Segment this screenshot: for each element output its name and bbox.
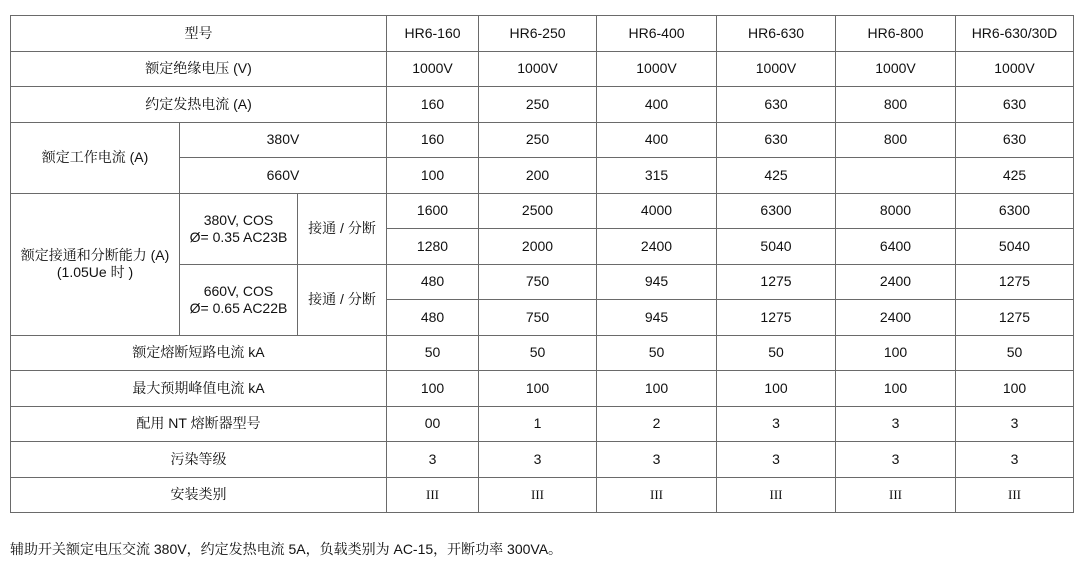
value-cell: 100 [836, 335, 956, 371]
value-cell: 630 [956, 122, 1074, 158]
value-cell: 3 [717, 442, 836, 478]
value-cell: 1600 [387, 193, 479, 229]
value-cell: 3 [479, 442, 597, 478]
value-cell: III [717, 477, 836, 513]
row-label: 额定熔断短路电流 kA [11, 335, 387, 371]
value-cell: 6300 [956, 193, 1074, 229]
row-label: 额定工作电流 (A) [11, 122, 180, 193]
value-cell: 1280 [387, 229, 479, 265]
condition-line2: Ø= 0.35 AC23B [189, 228, 288, 245]
value-cell: 1000V [956, 51, 1074, 87]
value-cell: 1275 [717, 264, 836, 300]
model-cell: HR6-160 [387, 16, 479, 52]
value-cell: 2500 [479, 193, 597, 229]
value-cell: 1275 [956, 264, 1074, 300]
value-cell: III [479, 477, 597, 513]
value-cell: 3 [836, 406, 956, 442]
fuse-type-row [11, 406, 1074, 442]
value-cell: 3 [387, 442, 479, 478]
mode-cell: 接通 / 分断 [298, 264, 387, 335]
condition-line2: Ø= 0.65 AC22B [189, 299, 288, 316]
value-cell: 1000V [479, 51, 597, 87]
value-cell: 6300 [717, 193, 836, 229]
value-cell: 2400 [836, 300, 956, 336]
value-cell [836, 158, 956, 194]
value-cell: 5040 [717, 229, 836, 265]
value-cell: 2400 [836, 264, 956, 300]
value-cell: 50 [717, 335, 836, 371]
model-cell: HR6-250 [479, 16, 597, 52]
header-row [11, 16, 1074, 52]
model-cell: HR6-400 [597, 16, 717, 52]
value-cell: 3 [956, 406, 1074, 442]
value-cell: 50 [956, 335, 1074, 371]
value-cell: 1000V [597, 51, 717, 87]
value-cell: 1000V [387, 51, 479, 87]
value-cell: 160 [387, 87, 479, 123]
value-cell: 00 [387, 406, 479, 442]
value-cell: 750 [479, 264, 597, 300]
value-cell: 5040 [956, 229, 1074, 265]
value-cell: 2000 [479, 229, 597, 265]
insulation-row [11, 51, 1074, 87]
value-cell: 250 [479, 122, 597, 158]
fuse-short-row [11, 335, 1074, 371]
value-cell: 425 [717, 158, 836, 194]
value-cell: 630 [717, 122, 836, 158]
value-cell: 250 [479, 87, 597, 123]
value-cell: 3 [597, 442, 717, 478]
model-cell: HR6-630/30D [956, 16, 1074, 52]
peak-row [11, 371, 1074, 407]
condition-line1: 660V, COS [203, 282, 274, 299]
value-cell: 100 [387, 158, 479, 194]
row-label: 约定发热电流 (A) [11, 87, 387, 123]
value-cell: 3 [956, 442, 1074, 478]
value-cell: 480 [387, 300, 479, 336]
value-cell: 945 [597, 264, 717, 300]
value-cell: 630 [956, 87, 1074, 123]
value-cell: III [597, 477, 717, 513]
value-cell: 100 [387, 371, 479, 407]
row-label: 额定绝缘电压 (V) [11, 51, 387, 87]
value-cell: 750 [479, 300, 597, 336]
value-cell: 3 [717, 406, 836, 442]
mode-cell: 接通 / 分断 [298, 193, 387, 264]
install-row [11, 477, 1074, 513]
row-label [11, 193, 180, 335]
value-cell: 315 [597, 158, 717, 194]
breaking-label-line1: 额定接通和分断能力 (A) [20, 247, 170, 263]
value-cell: 1000V [717, 51, 836, 87]
thermal-row [11, 87, 1074, 123]
voltage-cell: 380V [180, 122, 387, 158]
value-cell: 50 [597, 335, 717, 371]
spec-table [10, 15, 1074, 513]
model-cell: HR6-800 [836, 16, 956, 52]
value-cell: 50 [387, 335, 479, 371]
value-cell: 100 [717, 371, 836, 407]
value-cell: 630 [717, 87, 836, 123]
value-cell: 1275 [956, 300, 1074, 336]
value-cell: 945 [597, 300, 717, 336]
value-cell: 100 [956, 371, 1074, 407]
value-cell: 800 [836, 87, 956, 123]
value-cell: 4000 [597, 193, 717, 229]
value-cell: 200 [479, 158, 597, 194]
value-cell: 800 [836, 122, 956, 158]
condition-cell [180, 193, 298, 264]
value-cell: III [387, 477, 479, 513]
row-label: 配用 NT 熔断器型号 [11, 406, 387, 442]
pollution-row [11, 442, 1074, 478]
value-cell: 1 [479, 406, 597, 442]
value-cell: 1275 [717, 300, 836, 336]
working-row-380 [11, 122, 1074, 158]
breaking-label-line2: (1.05Ue 时 ) [56, 264, 134, 280]
value-cell: 100 [836, 371, 956, 407]
value-cell: 400 [597, 122, 717, 158]
header-label: 型号 [11, 16, 387, 52]
breaking-row [11, 193, 1074, 229]
value-cell: 50 [479, 335, 597, 371]
value-cell: 400 [597, 87, 717, 123]
row-label: 最大预期峰值电流 kA [11, 371, 387, 407]
value-cell: 8000 [836, 193, 956, 229]
value-cell: 480 [387, 264, 479, 300]
value-cell: 3 [836, 442, 956, 478]
row-label: 安装类别 [11, 477, 387, 513]
value-cell: III [836, 477, 956, 513]
value-cell: 100 [597, 371, 717, 407]
model-cell: HR6-630 [717, 16, 836, 52]
footnote: 辅助开关额定电压交流 380V，约定发热电流 5A，负载类别为 AC-15，开断功率 300VA。 [10, 541, 563, 557]
value-cell: 160 [387, 122, 479, 158]
voltage-cell: 660V [180, 158, 387, 194]
value-cell: 425 [956, 158, 1074, 194]
value-cell: 100 [479, 371, 597, 407]
condition-cell [180, 264, 298, 335]
value-cell: 1000V [836, 51, 956, 87]
value-cell: 6400 [836, 229, 956, 265]
row-label: 污染等级 [11, 442, 387, 478]
value-cell: 2 [597, 406, 717, 442]
condition-line1: 380V, COS [203, 211, 274, 228]
value-cell: 2400 [597, 229, 717, 265]
value-cell: III [956, 477, 1074, 513]
